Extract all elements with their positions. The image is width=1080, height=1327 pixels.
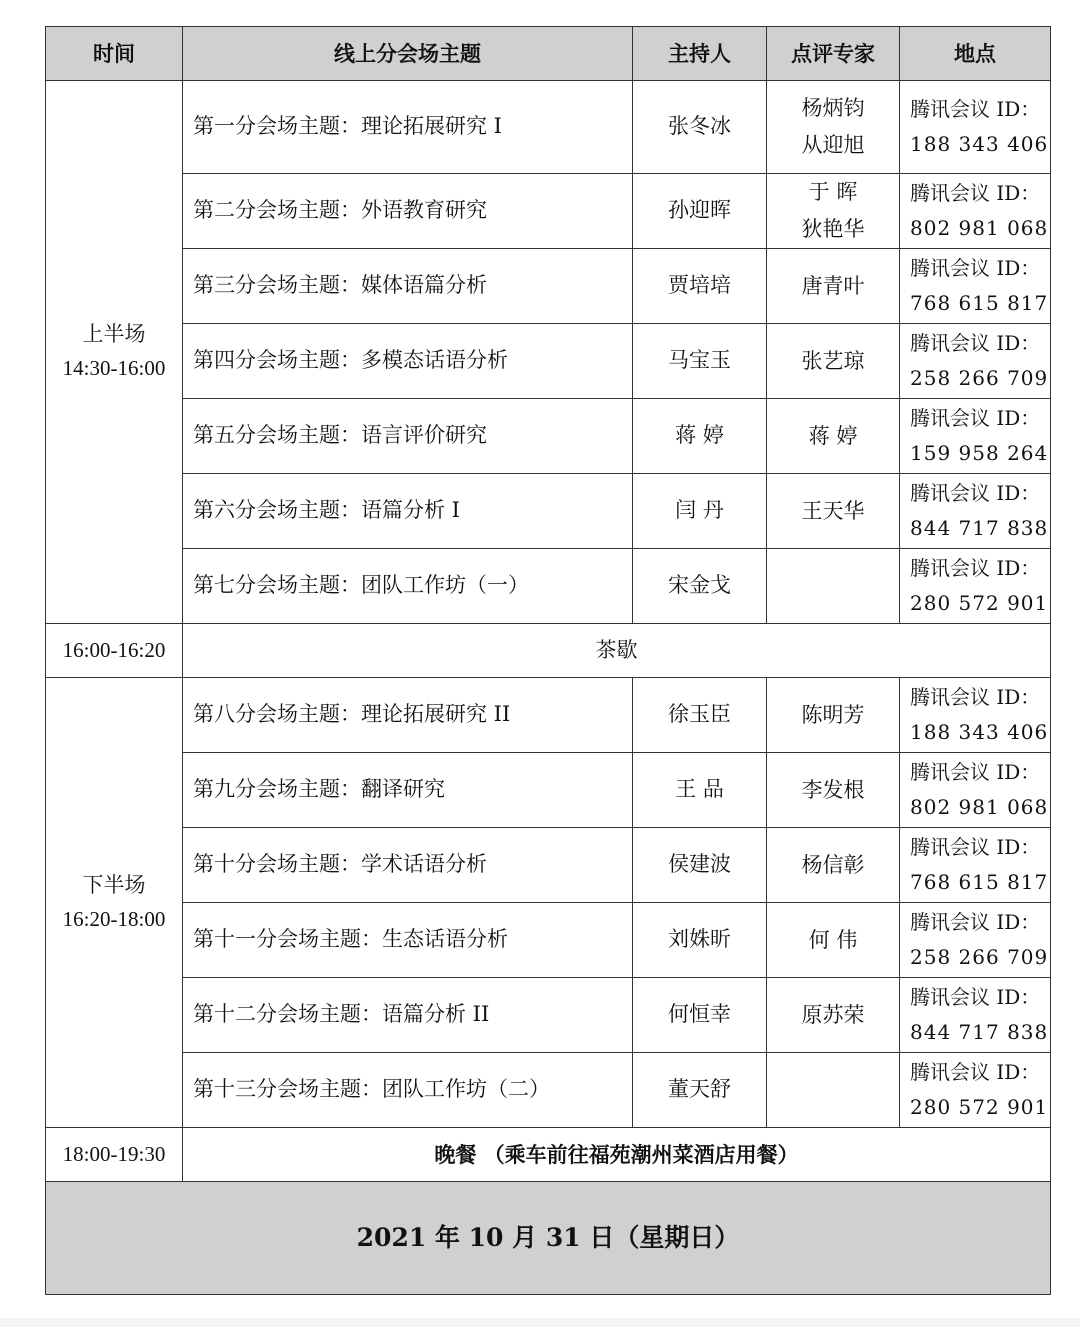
meeting-label: 腾讯会议 ID： <box>910 556 1041 580</box>
session-theme: 第十三分会场主题：团队工作坊（二） <box>183 1053 633 1128</box>
session-location <box>900 678 1051 753</box>
session-host: 蒋 婷 <box>633 399 767 474</box>
dinner-row <box>46 1128 1051 1182</box>
session-host: 马宝玉 <box>633 324 767 399</box>
reviewer-name: 从迎旭 <box>801 133 865 157</box>
header-location: 地点 <box>900 27 1051 81</box>
bottom-strip <box>0 1318 1080 1327</box>
session-row <box>46 399 1051 474</box>
tea-break-row <box>46 624 1051 678</box>
meeting-label: 腾讯会议 ID： <box>910 481 1041 505</box>
session-row <box>46 978 1051 1053</box>
meeting-label: 腾讯会议 ID： <box>910 406 1041 430</box>
session-row <box>46 174 1051 249</box>
session-theme: 第十二分会场主题：语篇分析 II <box>183 978 633 1053</box>
session-location <box>900 903 1051 978</box>
reviewer-name: 张艺琼 <box>801 348 865 373</box>
meeting-id: 258 266 709 <box>910 366 1049 390</box>
session-theme: 第八分会场主题：理论拓展研究 II <box>183 678 633 753</box>
meeting-label: 腾讯会议 ID： <box>910 910 1041 934</box>
reviewer-name: 杨信彰 <box>801 852 865 877</box>
meeting-label: 腾讯会议 ID： <box>910 685 1041 709</box>
reviewer-name: 杨炳钧 <box>801 96 865 121</box>
session-host: 张冬冰 <box>633 81 767 174</box>
session-theme: 第十分会场主题：学术话语分析 <box>183 828 633 903</box>
session-host: 贾培培 <box>633 249 767 324</box>
session-theme: 第一分会场主题：理论拓展研究 I <box>183 81 633 174</box>
header-reviewer: 点评专家 <box>767 27 900 81</box>
session-host: 王 品 <box>633 753 767 828</box>
meeting-label: 腾讯会议 ID： <box>910 985 1041 1009</box>
session-row <box>46 474 1051 549</box>
meeting-id: 844 717 838 <box>910 516 1049 540</box>
half-time: 16:20-18:00 <box>62 906 166 931</box>
meeting-id: 280 572 901 <box>910 591 1049 615</box>
session-row <box>46 903 1051 978</box>
dinner-time: 18:00-19:30 <box>46 1128 183 1182</box>
tea-break-label: 茶歇 <box>183 624 1051 678</box>
reviewer-name: 蒋 婷 <box>808 423 858 448</box>
date-row <box>46 1182 1051 1295</box>
meeting-id: 188 343 406 <box>910 132 1049 156</box>
session-theme: 第三分会场主题：媒体语篇分析 <box>183 249 633 324</box>
session-reviewers <box>767 678 900 753</box>
meeting-id: 802 981 068 <box>910 216 1049 240</box>
session-reviewers <box>767 324 900 399</box>
session-row <box>46 81 1051 174</box>
session-host: 徐玉臣 <box>633 678 767 753</box>
session-row <box>46 1053 1051 1128</box>
meeting-id: 258 266 709 <box>910 945 1049 969</box>
header-time: 时间 <box>46 27 183 81</box>
schedule-table <box>45 26 1051 1295</box>
session-host: 孙迎晖 <box>633 174 767 249</box>
header-row <box>46 27 1051 81</box>
reviewer-name: 陈明芳 <box>801 702 865 727</box>
meeting-label: 腾讯会议 ID： <box>910 760 1041 784</box>
meeting-id: 768 615 817 <box>910 291 1049 315</box>
session-reviewers <box>767 828 900 903</box>
header-theme: 线上分会场主题 <box>183 27 633 81</box>
tea-break-time: 16:00-16:20 <box>46 624 183 678</box>
half-label: 上半场 <box>82 322 146 347</box>
session-reviewers <box>767 399 900 474</box>
session-location <box>900 474 1051 549</box>
session-theme: 第六分会场主题：语篇分析 I <box>183 474 633 549</box>
session-reviewers <box>767 549 900 624</box>
session-row <box>46 753 1051 828</box>
session-theme: 第四分会场主题：多模态话语分析 <box>183 324 633 399</box>
meeting-label: 腾讯会议 ID： <box>910 835 1041 859</box>
session-theme: 第七分会场主题：团队工作坊（一） <box>183 549 633 624</box>
session-host: 刘姝昕 <box>633 903 767 978</box>
session-location <box>900 549 1051 624</box>
session-location <box>900 978 1051 1053</box>
reviewer-name: 王天华 <box>801 498 865 523</box>
session-reviewers <box>767 474 900 549</box>
session-reviewers <box>767 978 900 1053</box>
header-host: 主持人 <box>633 27 767 81</box>
meeting-label: 腾讯会议 ID： <box>910 97 1041 121</box>
reviewer-name: 何 伟 <box>808 927 858 952</box>
reviewer-name: 李发根 <box>801 777 865 802</box>
session-reviewers <box>767 81 900 174</box>
session-location <box>900 174 1051 249</box>
session-host: 闫 丹 <box>633 474 767 549</box>
dinner-label: 晚餐 （乘车前往福苑潮州菜酒店用餐） <box>183 1128 1051 1182</box>
session-reviewers <box>767 174 900 249</box>
session-reviewers <box>767 903 900 978</box>
session-theme: 第九分会场主题：翻译研究 <box>183 753 633 828</box>
schedule-body <box>46 81 1051 1295</box>
meeting-label: 腾讯会议 ID： <box>910 1060 1041 1084</box>
meeting-label: 腾讯会议 ID： <box>910 181 1041 205</box>
session-location <box>900 1053 1051 1128</box>
reviewer-name: 于 晖 <box>808 180 858 205</box>
reviewer-name: 唐青叶 <box>801 273 865 298</box>
date-banner: 2021 年 10 月 31 日（星期日） <box>46 1182 1051 1295</box>
meeting-id: 280 572 901 <box>910 1095 1049 1119</box>
session-theme: 第十一分会场主题：生态话语分析 <box>183 903 633 978</box>
session-host: 董天舒 <box>633 1053 767 1128</box>
session-host: 宋金戈 <box>633 549 767 624</box>
session-host: 侯建波 <box>633 828 767 903</box>
session-theme: 第五分会场主题：语言评价研究 <box>183 399 633 474</box>
meeting-id: 768 615 817 <box>910 870 1049 894</box>
session-location <box>900 324 1051 399</box>
meeting-id: 844 717 838 <box>910 1020 1049 1044</box>
session-theme: 第二分会场主题：外语教育研究 <box>183 174 633 249</box>
meeting-label: 腾讯会议 ID： <box>910 256 1041 280</box>
session-reviewers <box>767 249 900 324</box>
meeting-id: 188 343 406 <box>910 720 1049 744</box>
session-row <box>46 678 1051 753</box>
session-reviewers <box>767 1053 900 1128</box>
meeting-id: 802 981 068 <box>910 795 1049 819</box>
reviewer-name: 狄艳华 <box>801 217 865 241</box>
reviewer-name: 原苏荣 <box>801 1002 865 1027</box>
session-location <box>900 81 1051 174</box>
session-location <box>900 828 1051 903</box>
half-time-cell <box>46 81 183 624</box>
session-row <box>46 549 1051 624</box>
half-time: 14:30-16:00 <box>62 356 166 380</box>
meeting-label: 腾讯会议 ID： <box>910 331 1041 355</box>
session-row <box>46 828 1051 903</box>
session-location <box>900 753 1051 828</box>
meeting-id: 159 958 264 <box>910 441 1049 465</box>
session-row <box>46 324 1051 399</box>
session-reviewers <box>767 753 900 828</box>
half-label: 下半场 <box>82 872 146 897</box>
session-location <box>900 249 1051 324</box>
session-row <box>46 249 1051 324</box>
session-location <box>900 399 1051 474</box>
half-time-cell <box>46 678 183 1128</box>
session-host: 何恒幸 <box>633 978 767 1053</box>
